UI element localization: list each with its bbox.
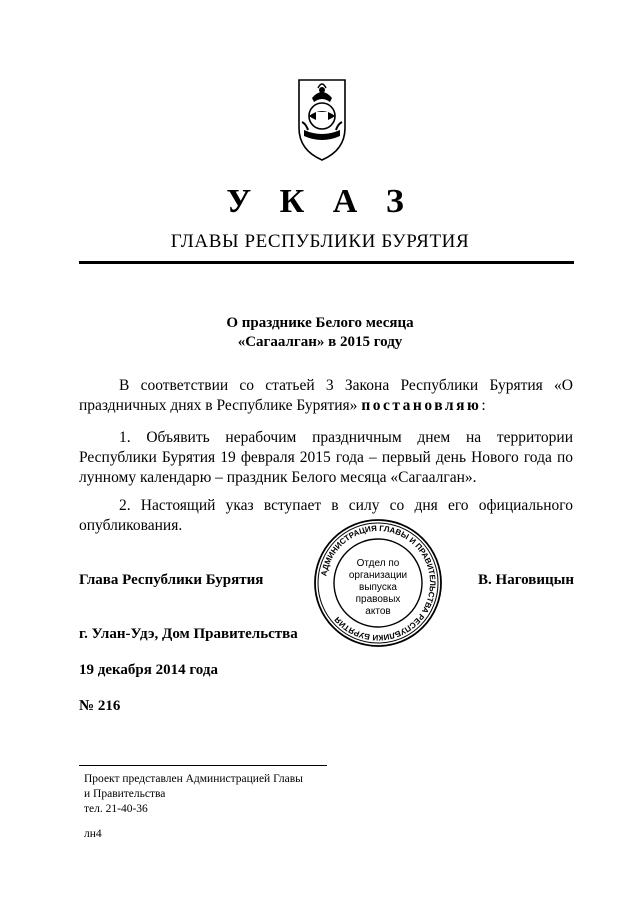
footnote-line-2: и Правительства: [84, 788, 166, 800]
stamp-line-4: правовых: [355, 594, 401, 605]
preamble-end: :: [481, 397, 486, 414]
stamp-line-2: организации: [348, 570, 408, 581]
footnote-line-3: тел. 21-40-36: [84, 803, 148, 815]
clause-2: 2. Настоящий указ вступает в силу со дня его официального опубликования.: [79, 497, 573, 534]
decree-date: 19 декабря 2014 года: [79, 662, 218, 678]
coat-of-arms-emblem: [296, 76, 348, 162]
stamp-line-5: актов: [365, 606, 391, 617]
decree-subject: [0, 314, 640, 352]
stamp-line-1: Отдел по: [356, 558, 400, 569]
stamp-line-3: выпуска: [359, 582, 397, 593]
subject-line-2: «Сагаалган» в 2015 году: [237, 334, 403, 350]
preamble-decree-word: постановляю: [361, 397, 482, 414]
document-code: лн4: [84, 828, 102, 840]
preamble-text: В соответствии со статьей 3 Закона Республики Бурятия «О праздничных днях в Республике Бурятия»: [79, 377, 573, 414]
footnote-line-1: Проект представлен Администрацией Главы: [84, 773, 303, 785]
footnote-divider: [79, 765, 327, 766]
stamp-ring-text: АДМИНИСТРАЦИЯ ГЛАВЫ И ПРАВИТЕЛЬСТВА РЕСПУБЛИКИ БУРЯТИЯ: [319, 523, 438, 643]
clause-1: 1. Объявить нерабочим праздничным днем на территории Республики Бурятия 19 февраля 2015 года – первый день Нового года по лунному календарю – праздник Белого месяца «Сагаалган».: [79, 429, 573, 486]
decree-number: № 216: [79, 698, 121, 714]
document-subtitle: ГЛАВЫ РЕСПУБЛИКИ БУРЯТИЯ: [170, 231, 470, 252]
footnote: [84, 772, 303, 817]
signatory-position: Глава Республики Бурятия: [79, 572, 264, 588]
document-title: У К А З: [226, 183, 414, 220]
header-divider: [79, 261, 574, 264]
decree-place: г. Улан-Удэ, Дом Правительства: [79, 626, 298, 642]
signatory-name: В. Наговицын: [478, 572, 574, 588]
preamble-paragraph: [79, 376, 573, 416]
official-stamp: [313, 518, 443, 648]
subject-line-1: О празднике Белого месяца: [226, 315, 414, 331]
